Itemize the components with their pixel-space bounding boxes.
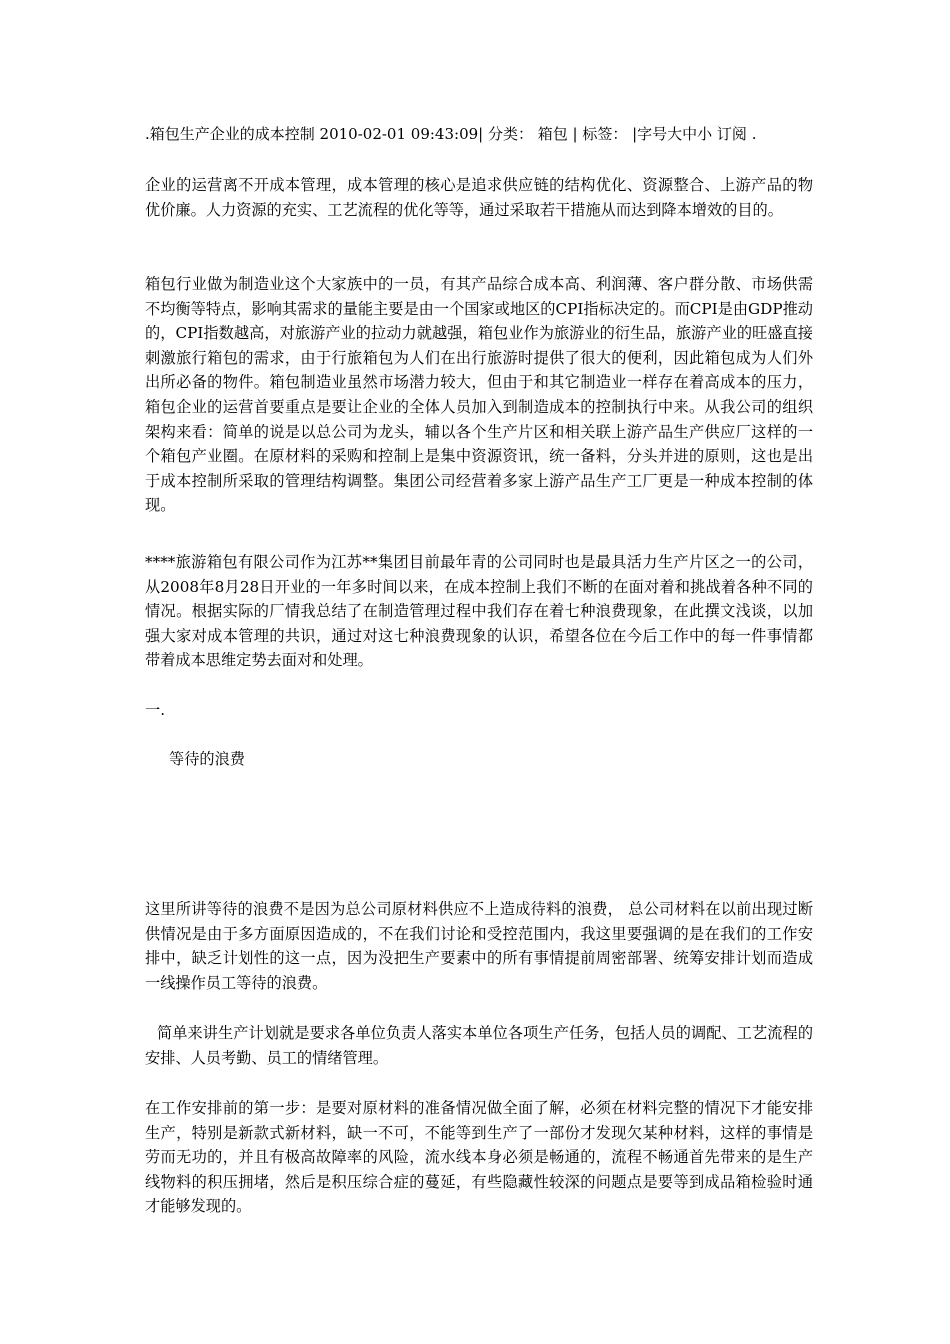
paragraph-intro: 企业的运营离不开成本管理，成本管理的核心是追求供应链的结构优化、资源整合、上游产品的物优价廉。人力资源的充实、工艺流程的优化等等，通过采取若干措施从而达到降本增效的目的。 <box>145 176 813 219</box>
paragraph-first-step: 在工作安排前的第一步：是要对原材料的准备情况做全面了解，必须在材料完整的情况下才能安排生产，特别是新款式新材料，缺一不可，不能等到生产了一部份才发现欠某种材料，这样的事情是劳而无功的，并且有极高故障率的风险，流水线本身必须是畅通的，流程不畅通首先带来的是生产线物料的积压拥堵，然后是积压综合症的蔓延，有些隐藏性较深的问题点是要等到成品箱检验时通才能够发现的。 <box>145 1099 813 1216</box>
section-number: 一. <box>145 701 166 719</box>
paragraph-production-plan: 简单来讲生产计划就是要求各单位负责人落实本单位各项生产任务，包括人员的调配、工艺流程的安排、人员考勤、员工的情绪管理。 <box>145 1024 813 1067</box>
section-title: 等待的浪费 <box>169 750 245 768</box>
paragraph-waiting-waste: 这里所讲等待的浪费不是因为总公司原材料供应不上造成待料的浪费， 总公司材料在以前出现过断供情况是由于多方面原因造成的，不在我们讨论和受控范围内，我这里要强调的是在我们的工作安排中，缺乏计划性的这一点，因为没把生产要素中的所有事情提前周密部署、统筹安排计划而造成一线操作员工等待的浪费。 <box>145 900 813 992</box>
article-header: .箱包生产企业的成本控制 2010-02-01 09:43:09| 分类： 箱包 | 标签： |字号大中小 订阅 . <box>145 125 757 143</box>
paragraph-company: ****旅游箱包有限公司作为江苏**集团目前最年青的公司同时也是最具活力生产片区之一的公司，从2008年8月28日开业的一年多时间以来，在成本控制上我们不断的在面对着和挑战着各种不同的情况。根据实际的厂情我总结了在制造管理过程中我们存在着七种浪费现象，在此撰文浅谈，以加强大家对成本管理的共识，通过对这七种浪费现象的认识，希望各位在今后工作中的每一件事情都带着成本思维定势去面对和处理。 <box>145 553 813 670</box>
paragraph-industry: 箱包行业做为制造业这个大家族中的一员，有其产品综合成本高、利润薄、客户群分散、市场供需不均衡等特点，影响其需求的量能主要是由一个国家或地区的CPI指标决定的。而CPI是由GDP推动的，CPI指数越高，对旅游产业的拉动力就越强，箱包业作为旅游业的衍生品，旅游产业的旺盛直接刺激旅行箱包的需求，由于行旅箱包为人们在出行旅游时提供了很大的便利，因此箱包成为人们外出所必备的物件。箱包制造业虽然市场潜力较大，但由于和其它制造业一样存在着高成本的压力，箱包企业的运营首要重点是要让企业的全体人员加入到制造成本的控制执行中来。从我公司的组织架构来看：简单的说是以总公司为龙头，辅以各个生产片区和相关联上游产品生产供应厂这样的一个箱包产业圈。在原材料的采购和控制上是集中资源资讯，统一备料，分头并进的原则，这也是出于成本控制所采取的管理结构调整。集团公司经营着多家上游产品生产工厂更是一种成本控制的体现。 <box>145 275 813 515</box>
